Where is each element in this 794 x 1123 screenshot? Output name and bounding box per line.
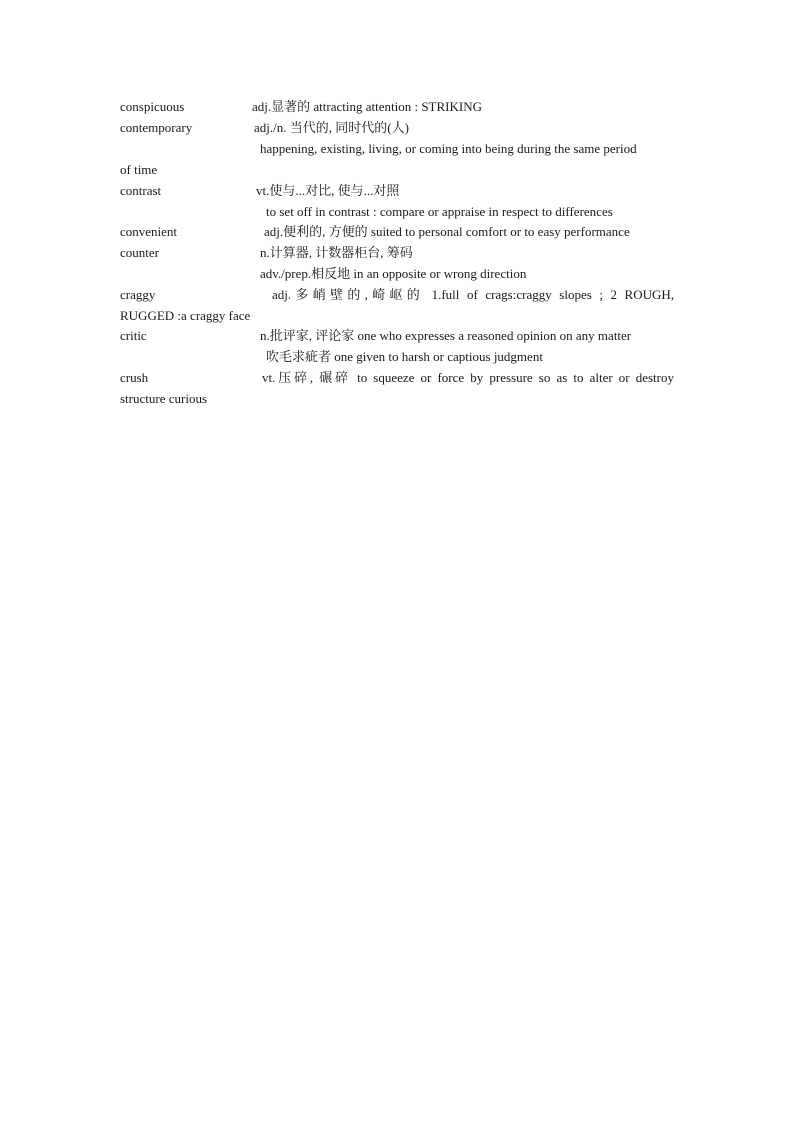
- sense-text-continued: of time: [120, 162, 158, 177]
- sense-text: happening, existing, living, or coming into being during the same period: [260, 141, 637, 156]
- headword: conspicuous: [120, 99, 185, 114]
- definition-secondary: adv./prep.相反地 in an opposite or wrong direction: [260, 266, 527, 281]
- definition: vt.使与...对比, 使与...对照: [256, 183, 400, 198]
- definition: n.批评家, 评论家 one who expresses a reasoned opinion on any matter: [260, 328, 632, 343]
- definition: vt.压碎, 碾碎 to squeeze or force by pressure so as to alter or destroy: [262, 370, 674, 385]
- definition: adj.便利的, 方便的 suited to personal comfort or to easy performance: [264, 224, 630, 239]
- headword: convenient: [120, 224, 178, 239]
- definition-secondary: 吹毛求疵者 one given to harsh or captious judgment: [266, 349, 543, 364]
- definition: adj.显著的 attracting attention : STRIKING: [252, 99, 482, 114]
- headword: contemporary: [120, 120, 193, 135]
- headword: craggy: [120, 287, 156, 302]
- definition-continued: RUGGED :a craggy face: [120, 308, 251, 323]
- definition: adj./n. 当代的, 同时代的(人): [254, 120, 409, 135]
- sense-text: to set off in contrast : compare or appraise in respect to differences: [266, 204, 613, 219]
- headword: counter: [120, 245, 159, 260]
- definition-continued: structure curious: [120, 391, 208, 406]
- headword: critic: [120, 328, 147, 343]
- definition: adj.多峭壁的,崎岖的 1.full of crags:craggy slopes ; 2 ROUGH,: [272, 287, 674, 302]
- headword: contrast: [120, 183, 162, 198]
- definition: n.计算器, 计数器柜台, 筹码: [260, 245, 413, 260]
- headword: crush: [120, 370, 149, 385]
